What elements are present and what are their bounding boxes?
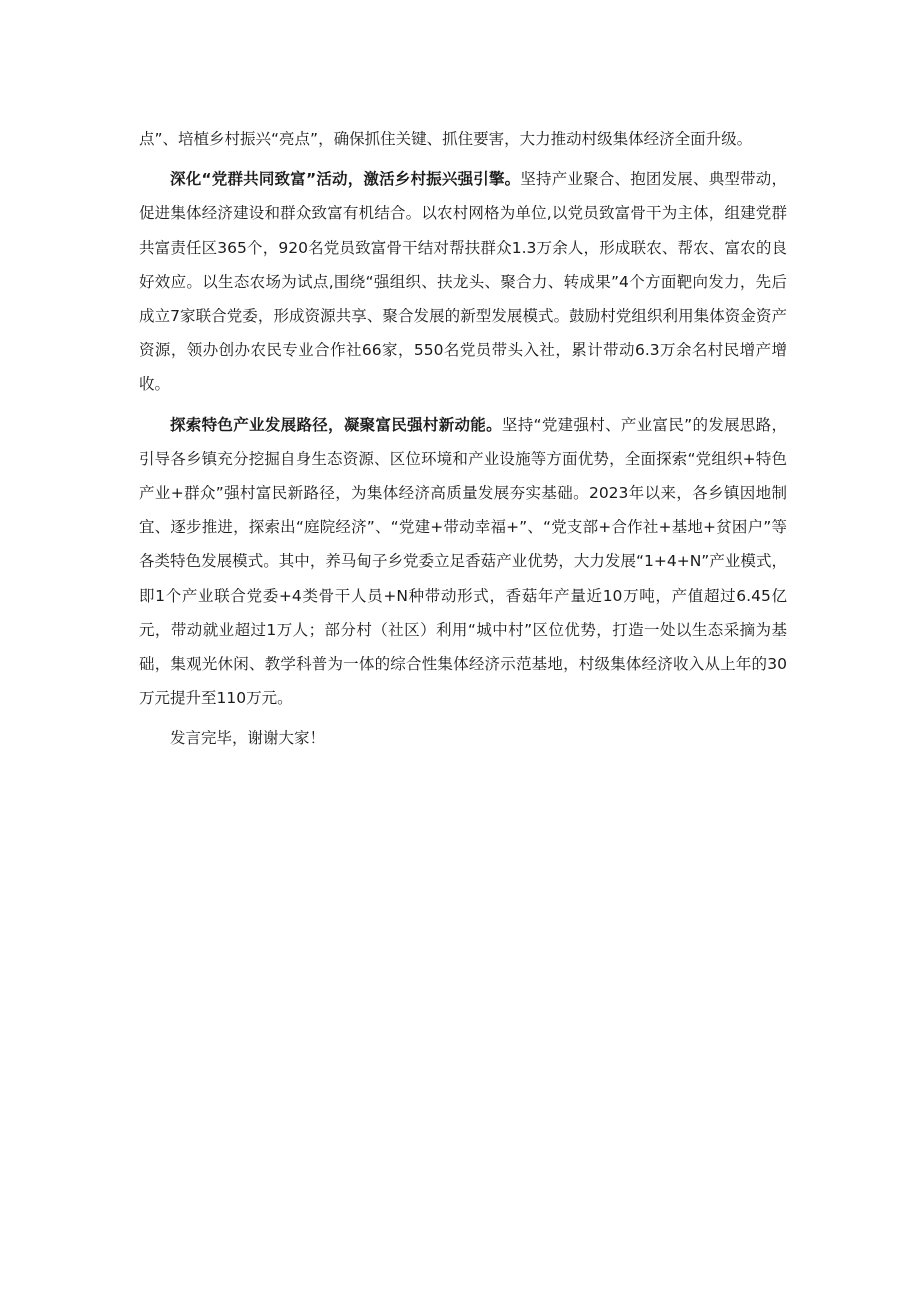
paragraph-text: 坚持“党建强村、产业富民”的发展思路，引导各乡镇充分挖掘自身生态资源、区位环境和产业设施等方面优势，全面探索“党组织+特色产业+群众”强村富民新路径，为集体经济高质量发展夯实基础。2023年以来，各乡镇因地制宜、逐步推进，探索出“庭院经济”、“党建+带动幸福+”、“党支部+合作社+基地+贫困户”等各类特色发展模式。其中，养马甸子乡党委立足香菇产业优势，大力发展“1+4+N”产业模式，即1个产业联合党委+4类骨干人员+N种带动形式，香菇年产量近10万吨，产值超过6.45亿元，带动就业超过1万人；部分村（社区）利用“城中村”区位优势，打造一处以生态采摘为基础，集观光休闲、教学科普为一体的综合性集体经济示范基地，村级集体经济收入从上年的30万元提升至110万元。: [139, 415, 787, 708]
paragraph-text: 发言完毕，谢谢大家！: [170, 729, 326, 748]
paragraph-characteristic-industry: [139, 408, 787, 716]
paragraph-continuation: [139, 122, 787, 156]
paragraph-heading: 深化“党群共同致富”活动，激活乡村振兴强引擎。: [170, 170, 521, 189]
document-body: [139, 122, 787, 762]
paragraph-text: 点”、培植乡村振兴“亮点”，确保抓住关键、抓住要害，大力推动村级集体经济全面升级。: [139, 130, 753, 148]
paragraph-text: 坚持产业聚合、抱团发展、典型带动，促进集体经济建设和群众致富有机结合。以农村网格为单位,以党员致富骨干为主体，组建党群共富责任区365个，920名党员致富骨干结对帮扶群众1.3万余人，形成联农、帮农、富农的良好效应。以生态农场为试点,围绕“强组织、扶龙头、聚合力、转成果”4个方面靶向发力，先后成立7家联合党委，形成资源共享、聚合发展的新型发展模式。鼓励村党组织利用集体资金资产资源，领办创办农民专业合作社66家，550名党员带头入社，累计带动6.3万余名村民增产增收。: [139, 170, 787, 394]
paragraph-closing: [139, 721, 787, 755]
paragraph-party-masses-prosperity: [139, 162, 787, 401]
paragraph-heading: 探索特色产业发展路径，凝聚富民强村新动能。: [170, 415, 502, 434]
